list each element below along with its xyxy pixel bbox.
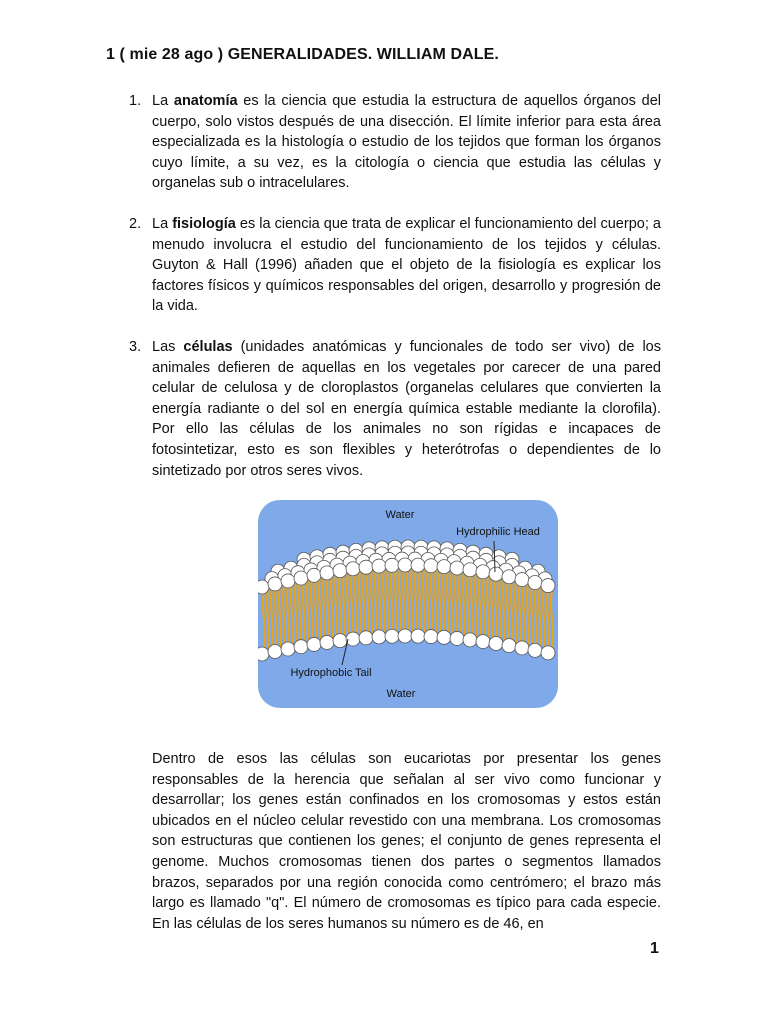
list-item <box>120 214 661 317</box>
lipid-head <box>294 640 308 654</box>
lipid-bilayer-figure <box>258 500 558 708</box>
lipid-head <box>268 644 282 658</box>
lipid-head <box>268 577 282 591</box>
lipid-head <box>385 558 399 572</box>
list-item-number: 2. <box>129 215 142 232</box>
lipid-head <box>359 560 373 574</box>
lipid-head <box>372 630 386 644</box>
lipid-head <box>424 559 438 573</box>
lipid-head <box>502 639 516 653</box>
lipid-head <box>450 561 464 575</box>
lipid-head <box>489 636 503 650</box>
lipid-head <box>320 566 334 580</box>
lipid-head <box>541 646 555 660</box>
hydrophobic-tail-label: Hydrophobic Tail <box>290 667 372 679</box>
lipid-head <box>411 558 425 572</box>
lipid-head <box>333 634 347 648</box>
lipid-head <box>385 629 399 643</box>
lipid-head <box>258 580 269 594</box>
term-anatomia: anatomía <box>173 93 238 109</box>
lipid-head <box>515 641 529 655</box>
lipid-head <box>502 570 516 584</box>
term-celulas: células <box>183 338 233 355</box>
list-item-text: Las células (unidades anatómicas y funcionales de todo ser vivo) de los animales defieren de aquellas en los vegetales por carecer de una pared celular de celulosa y de cloroplastos (organelas celulares que convierten la energía radiante o del sol en energía química estable mediante la clorofila). Por ello las células de los animales no son rígidas e incapaces de fotosintetizar, esto es son flexibles y heterótrofas o dependientes de lo sintetizado por otros seres vivos. <box>152 338 661 479</box>
lipid-head <box>398 629 412 643</box>
term-fisiologia: fisiología <box>172 215 236 232</box>
lipid-head <box>489 567 503 581</box>
lipid-head <box>437 630 451 644</box>
water-top-label: Water <box>385 509 415 521</box>
lipid-head <box>541 579 555 593</box>
page-number: 1 <box>650 940 659 957</box>
lipid-head <box>424 630 438 644</box>
lipid-head <box>437 560 451 574</box>
lipid-head <box>476 635 490 649</box>
lipid-head <box>281 642 295 656</box>
numbered-list <box>120 91 661 501</box>
body-paragraph: Dentro de esos las células son eucariotas por presentar los genes responsables de la herencia que señalan al ser vivo como funcionar y desarrollar; los genes están confinados en los cromosomas y estos están ubicados en el núcleo celular revestido con una membrana. Los cromosomas son estructuras que contienen los genes; el conjunto de genes representa el genome. Muchos cromosomas tienen dos partes o segmentos llamados brazos, separados por una región conocida como centrómero; el brazo más largo es llamado "q". El número de cromosomas es típico para cada especie. En las células de los seres humanos su número es de 46, en <box>152 751 661 932</box>
lipid-head <box>307 637 321 651</box>
hydrophilic-head-label: Hydrophilic Head <box>456 526 540 538</box>
lipid-head <box>476 565 490 579</box>
list-item-number: 3. <box>129 338 142 355</box>
lipid-head <box>515 573 529 587</box>
list-item-text: La fisiología es la ciencia que trata de explicar el funcionamiento del cuerpo; a menudo involucra el estudio del funcionamiento de los tejidos y células. Guyton & Hall (1996) añaden que el objeto de la fisiología es explicar los factores físicos y químicos responsables del origen, desarrollo y progresión de la vida. <box>152 215 661 315</box>
lipid-head <box>463 633 477 647</box>
list-item <box>120 337 661 481</box>
lipid-head <box>463 563 477 577</box>
lipid-head <box>281 574 295 588</box>
lipid-head <box>372 559 386 573</box>
lipid-head <box>450 631 464 645</box>
list-item-number: 1. <box>129 93 142 109</box>
lipid-head <box>294 571 308 585</box>
lipid-head <box>359 631 373 645</box>
document-title: 1 ( mie 28 ago ) GENERALIDADES. WILLIAM DALE. <box>106 46 499 63</box>
lipid-head <box>307 568 321 582</box>
lipid-head <box>411 629 425 643</box>
lipid-head <box>528 576 542 590</box>
lipid-head <box>346 562 360 576</box>
list-item <box>120 91 661 194</box>
lipid-head <box>528 643 542 657</box>
lipid-head <box>258 647 269 661</box>
list-item-text: La anatomía es la ciencia que estudia la estructura de aquellos órganos del cuerpo, solo vistos después de una disección. El límite inferior para esta área especializada es la histología o estudio de los tejidos que forman los órganos cuyo límite, a su vez, es la citología o ciencia que estudia las células y organelas sub o intracelulares. <box>152 93 661 192</box>
lipid-head <box>398 558 412 572</box>
lipid-head <box>320 635 334 649</box>
water-bottom-label: Water <box>386 688 416 700</box>
lipid-head <box>333 564 347 578</box>
